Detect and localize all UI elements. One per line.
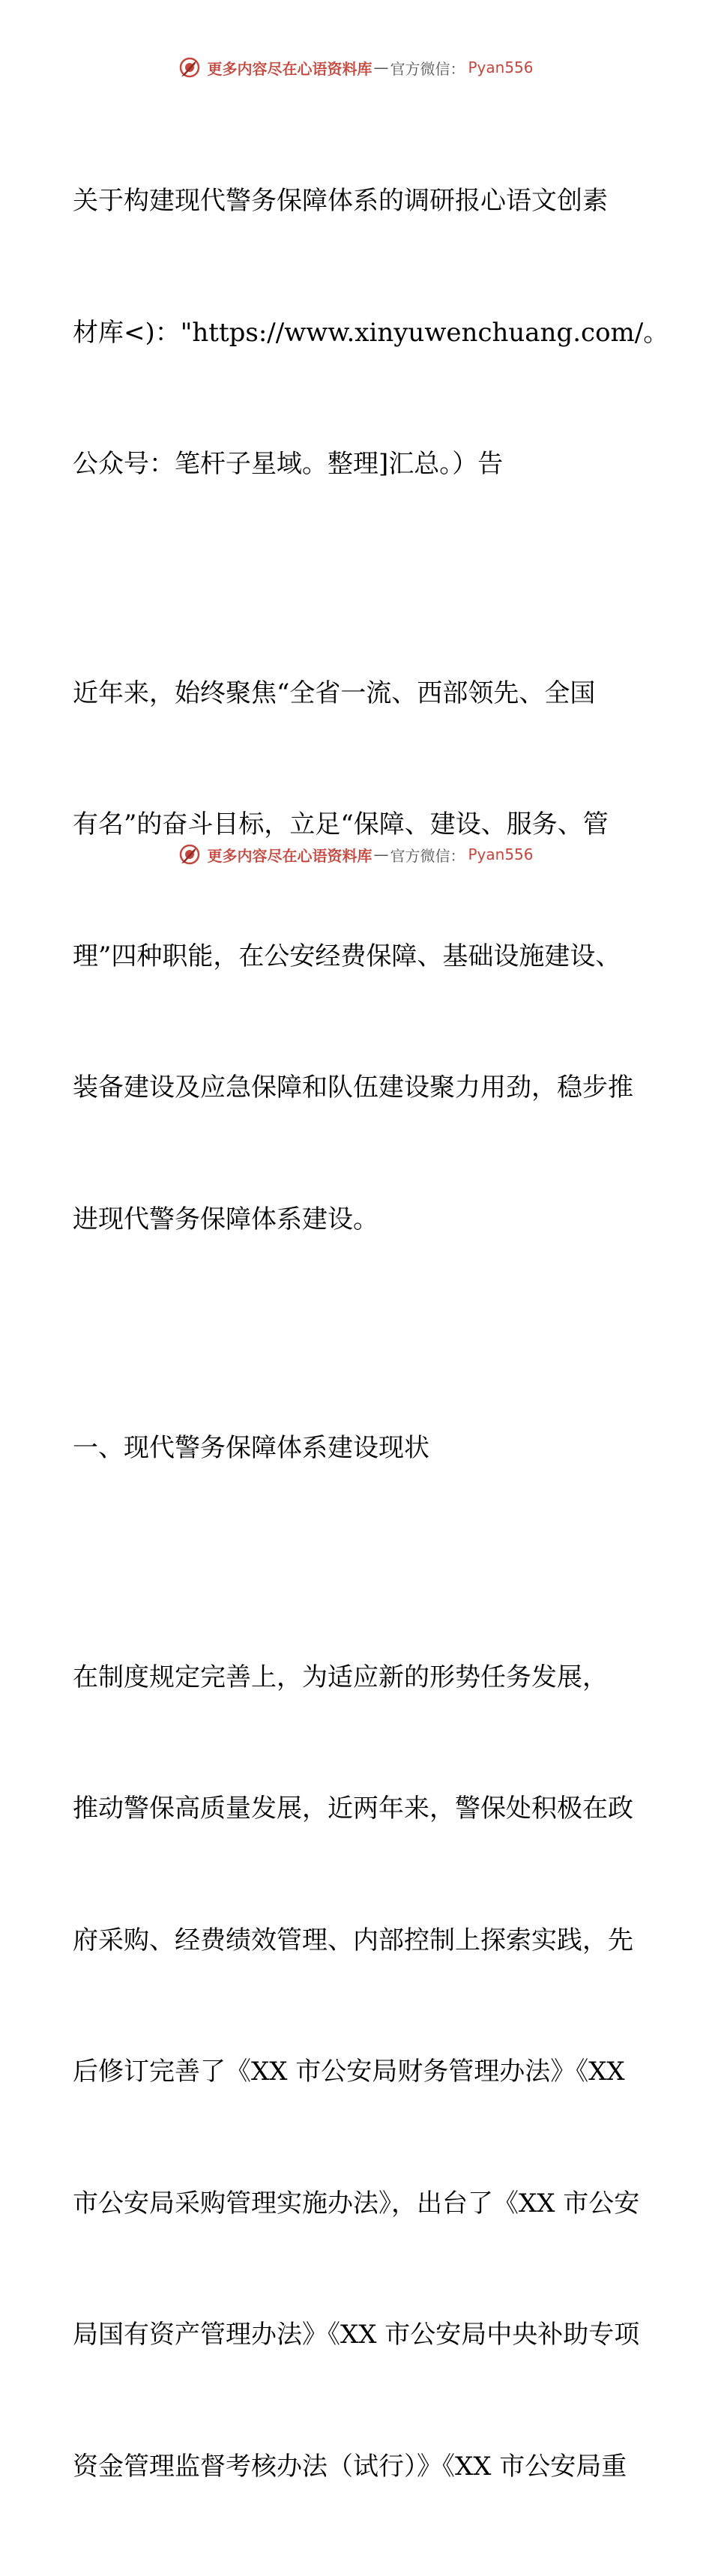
text-line: 市公安局采购管理实施办法》，出台了《XX 市公安 [73,2182,642,2226]
paragraph-title [73,91,642,574]
banner-wechat-id: Pyan556 [468,58,533,76]
paragraph-intro [73,584,642,1330]
text-line: 府采购、经费绩效管理、内部控制上探索实践，先 [73,1919,642,1963]
quill-pen-logo-icon [178,56,201,79]
text-line: 一、现代警务保障体系建设现状 [73,1426,642,1471]
banner-wechat-id: Pyan556 [468,845,533,863]
text-line: 近年来，始终聚焦“全省一流、西部领先、全国 [73,672,642,716]
text-line: 资金管理监督考核办法（试行）》《XX 市公安局重 [73,2445,642,2489]
document-body [73,91,642,2576]
banner-dash: — [373,58,388,76]
text-line: 局国有资产管理办法》《XX 市公安局中央补助专项 [73,2313,642,2357]
banner-dash: — [373,845,388,863]
quill-pen-logo-icon [178,843,201,866]
footer-watermark-banner [0,839,712,869]
text-line: 装备建设及应急保障和队伍建设聚力用劲，稳步推 [73,1066,642,1110]
banner-official-label: 官方微信： [390,57,465,79]
section-heading [73,1339,642,1558]
text-line: 推动警保高质量发展，近两年来，警保处积极在政 [73,1787,642,1831]
paragraph-body [73,1568,642,2576]
text-line: 进现代警务保障体系建设。 [73,1198,642,1242]
banner-official-label: 官方微信： [390,844,465,866]
banner-site-text: 更多内容尽在心语资料库 [207,844,372,866]
text-line: 材库<)："https://www.xinyuwenchuang.com/。 [73,311,642,355]
banner-site-text: 更多内容尽在心语资料库 [207,57,372,79]
text-line: 理”四种职能，在公安经费保障、基础设施建设、 [73,935,642,979]
text-line: 后修订完善了《XX 市公安局财务管理办法》《XX [73,2050,642,2094]
header-watermark-banner [0,52,712,82]
text-line: 有名”的奋斗目标，立足“保障、建设、服务、管 [73,803,642,847]
text-line: 在制度规定完善上，为适应新的形势任务发展， [73,1656,642,1700]
text-line: 关于构建现代警务保障体系的调研报心语文创素 [73,179,642,223]
text-line: 公众号：笔杆子星域。整理]汇总。）告 [73,442,642,486]
